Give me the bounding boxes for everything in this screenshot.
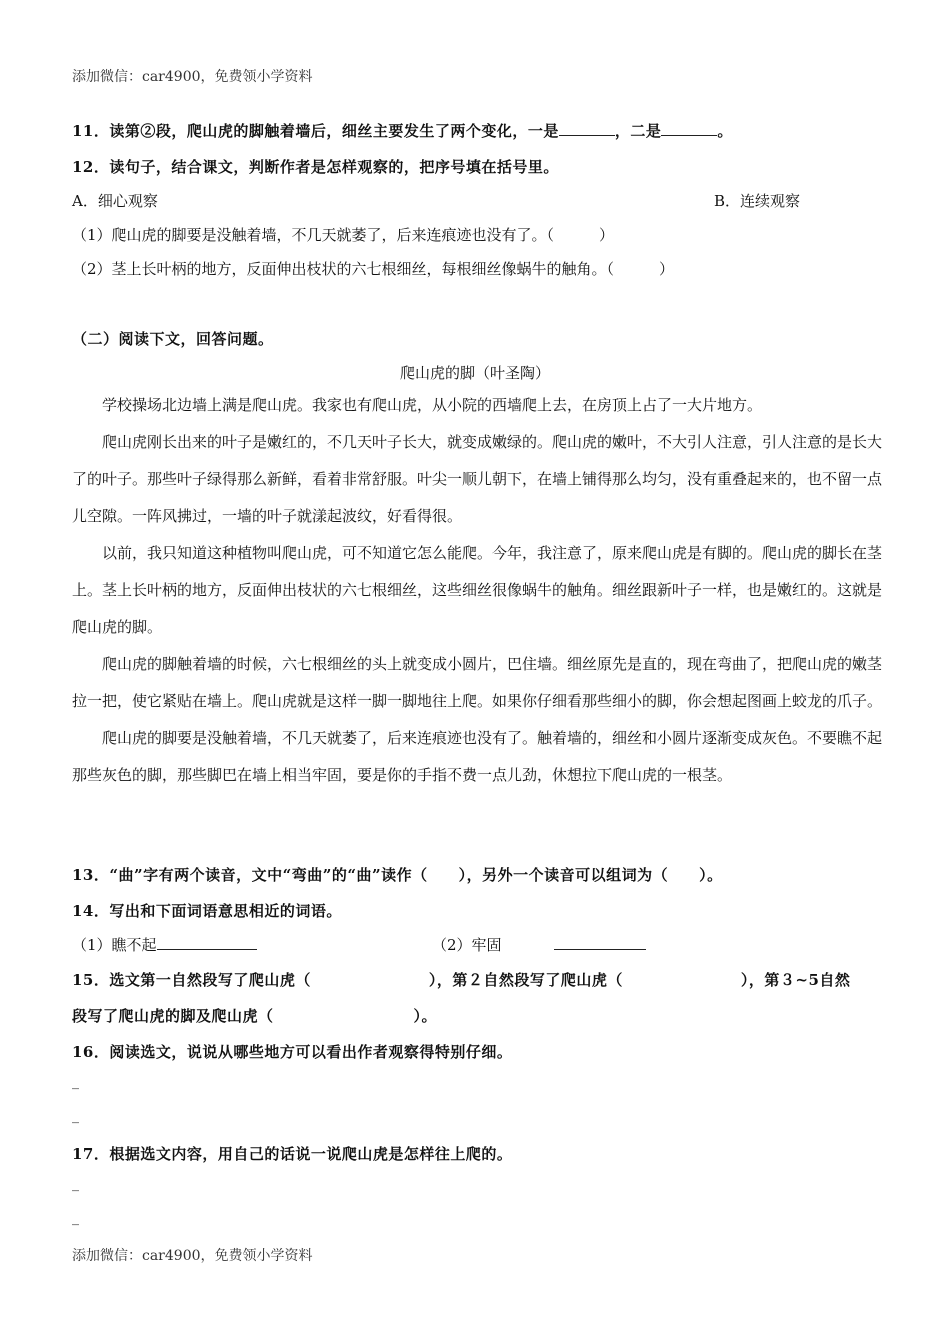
passage-paragraph-3: 以前，我只知道这种植物叫爬山虎，可不知道它怎么能爬。今年，我注意了，原来爬山虎是有脚的。爬山虎的脚长在茎上。茎上长叶柄的地方，反面伸出枝状的六七根细丝，这些细丝很像蜗牛的触角。细丝跟新叶子一样，也是嫩红的。这就是爬山虎的脚。 (72, 544, 883, 636)
question-12-stem: 12．读句子，结合课文，判断作者是怎样观察的，把序号填在括号里。 (72, 158, 559, 176)
q12-option-b: B．连续观察 (714, 192, 801, 210)
q12-option-a: A．细心观察 (72, 192, 158, 210)
q14-blank-2 (554, 935, 646, 950)
q14-item-2-label: （2）牢固 (432, 936, 502, 954)
q15-line2-b: ）。 (413, 1007, 438, 1025)
q14-blank-1 (157, 935, 257, 950)
q15-line2-a: 段写了爬山虎的脚及爬山虎（ (72, 1007, 274, 1025)
passage-paragraph-1: 学校操场北边墙上满是爬山虎。我家也有爬山虎，从小院的西墙爬上去，在房顶上占了一大片地方。 (102, 396, 763, 414)
q11-text: 11．读第②段，爬山虎的脚触着墙后，细丝主要发生了两个变化，一是 (72, 122, 559, 140)
question-17-stem: 17．根据选文内容，用自己的话说一说爬山虎是怎样往上爬的。 (72, 1145, 513, 1163)
q11-blank-1 (559, 121, 615, 136)
question-14-stem: 14．写出和下面词语意思相近的词语。 (72, 902, 342, 920)
q12-item-2: （2）茎上长叶柄的地方，反面伸出枝状的六七根细丝，每根细丝像蜗牛的触角。（ ） (72, 260, 675, 278)
q17-answer-line-2: _ (72, 1210, 79, 1226)
header-watermark: 添加微信：car4900，免费领小学资料 (72, 69, 313, 85)
reading-section-title: （二）阅读下文，回答问题。 (72, 330, 274, 348)
passage-body (72, 387, 882, 794)
q15-part-1: 15．选文第一自然段写了爬山虎（ (72, 971, 311, 989)
q11-blank-2 (661, 121, 717, 136)
passage-paragraph-5: 爬山虎的脚要是没触着墙，不几天就萎了，后来连痕迹也没有了。触着墙的，细丝和小圆片逐渐变成灰色。不要瞧不起那些灰色的脚，那些脚巴在墙上相当牢固，要是你的手指不费一点儿劲，休想拉下爬山虎的一根茎。 (72, 729, 883, 784)
q16-answer-line-1: _ (72, 1074, 79, 1090)
q16-answer-line-2: _ (72, 1108, 79, 1124)
passage-title: 爬山虎的脚（叶圣陶） (399, 364, 550, 382)
q14-item-1 (72, 934, 257, 955)
q12-item-1: （1）爬山虎的脚要是没触着墙，不几天就萎了，后来连痕迹也没有了。（ ） (72, 226, 615, 244)
passage-paragraph-4: 爬山虎的脚触着墙的时候，六七根细丝的头上就变成小圆片，巴住墙。细丝原先是直的，现在弯曲了，把爬山虎的嫩茎拉一把，使它紧贴在墙上。爬山虎就是这样一脚一脚地往上爬。如果你仔细看那些细小的脚，你会想起图画上蛟龙的爪子。 (72, 655, 883, 710)
footer-watermark: 添加微信：car4900，免费领小学资料 (72, 1248, 313, 1264)
q15-part-3: ），第３~5自然 (740, 971, 851, 989)
question-16-stem: 16．阅读选文，说说从哪些地方可以看出作者观察得特别仔细。 (72, 1043, 513, 1061)
question-15-line-1 (72, 969, 850, 990)
question-11 (72, 120, 733, 141)
q15-part-2: ），第２自然段写了爬山虎（ (428, 971, 623, 989)
question-15-line-2 (72, 1005, 437, 1026)
question-13: 13．“曲”字有两个读音，文中“弯曲”的“曲”读作（ ），另外一个读音可以组词为（ ）。 (72, 866, 723, 884)
q17-answer-line-1: _ (72, 1176, 79, 1192)
q14-item-2 (432, 934, 646, 955)
q14-item-1-label: （1）瞧不起 (72, 936, 157, 954)
q11-end: 。 (717, 122, 733, 140)
passage-paragraph-2: 爬山虎刚长出来的叶子是嫩红的，不几天叶子长大，就变成嫩绿的。爬山虎的嫩叶，不大引人注意，引人注意的是长大了的叶子。那些叶子绿得那么新鲜，看着非常舒服。叶尖一顺儿朝下，在墙上铺得那么均匀，没有重叠起来的，也不留一点儿空隙。一阵风拂过，一墙的叶子就漾起波纹，好看得很。 (72, 433, 883, 525)
q11-mid: ，二是 (614, 122, 662, 140)
